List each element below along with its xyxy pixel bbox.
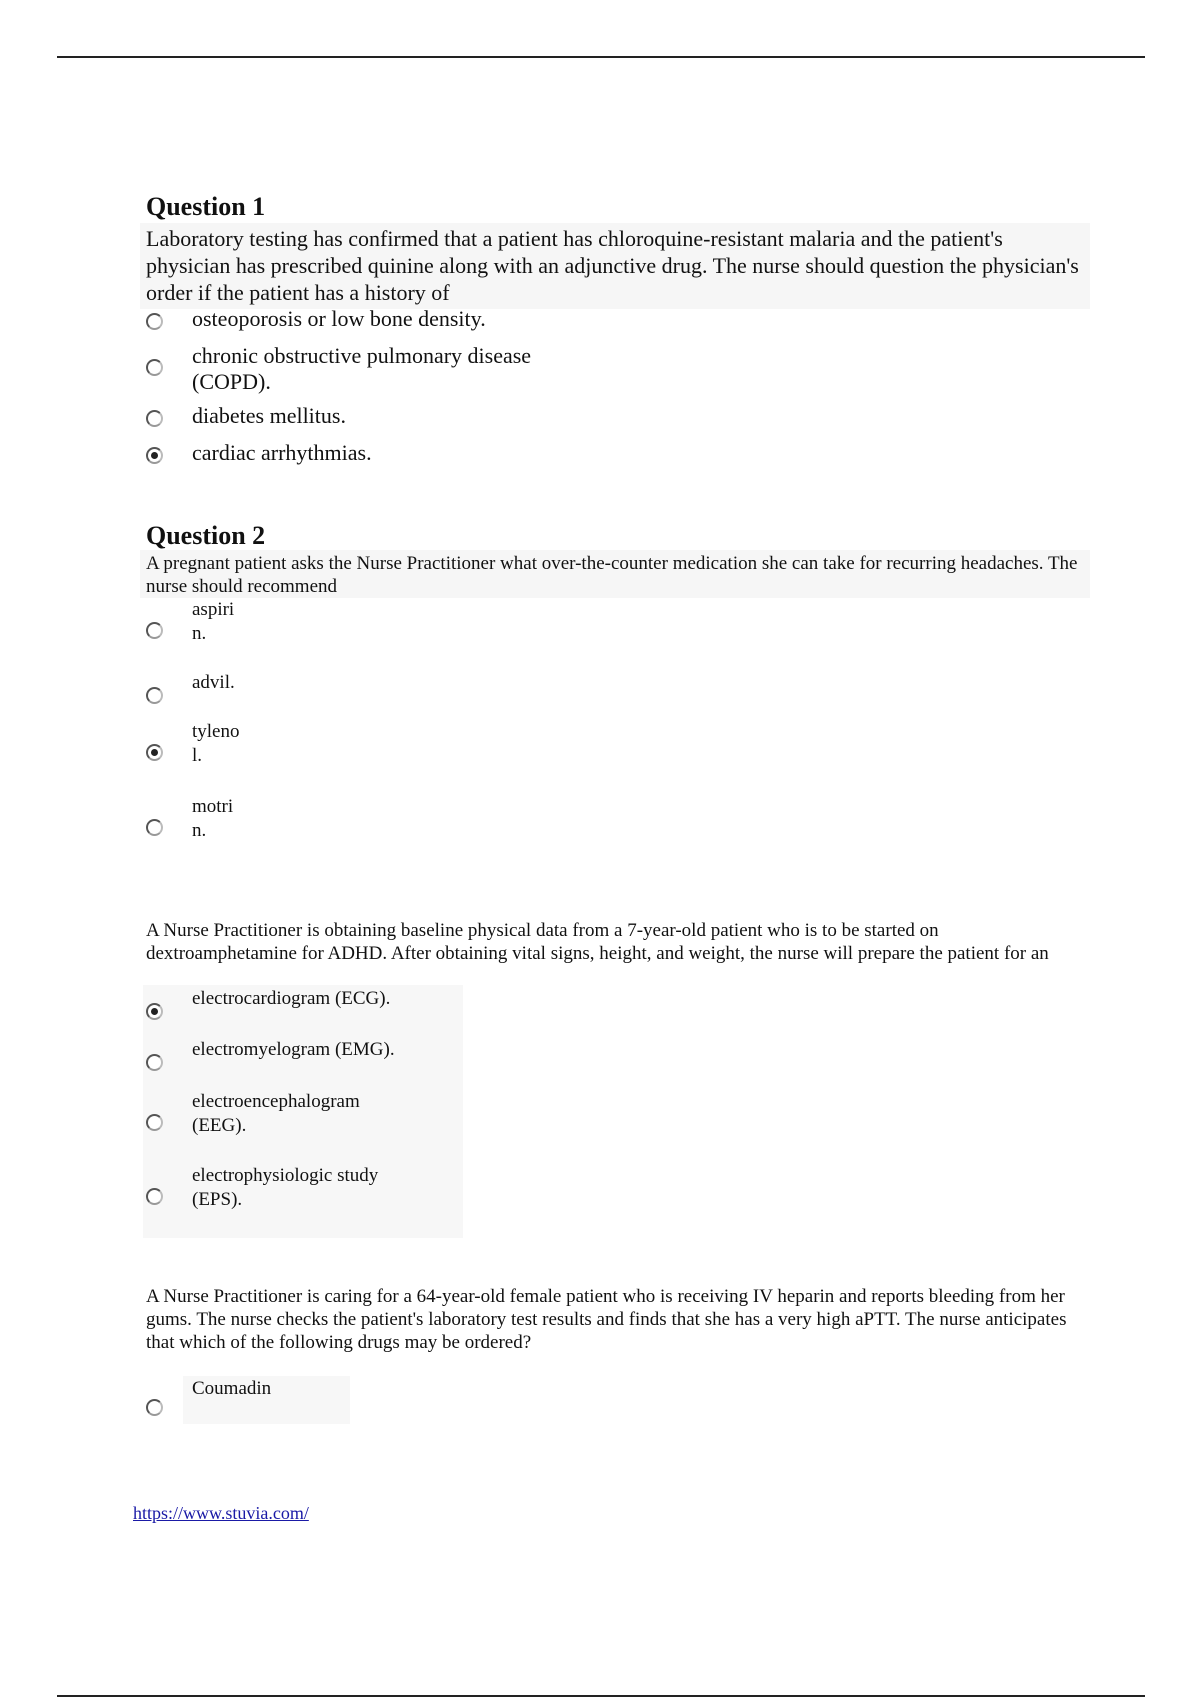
option-label: motri [192,796,234,817]
question-2-stem: A pregnant patient asks the Nurse Practitioner what over-the-counter medication she can take for recurring headaches. The nurse should recommend [140,550,1090,598]
radio-button[interactable] [146,313,163,330]
question-1-stem: Laboratory testing has confirmed that a patient has chloroquine-resistant malaria and the patient's physician has prescribed quinine along with an adjunctive drug. The nurse should question the physician's order if the patient has a history of [140,223,1090,309]
option-label: electrophysiologic study [192,1165,379,1186]
option-label: diabetes mellitus. [192,403,346,428]
option-label: n. [192,820,207,841]
option-label: Coumadin [192,1378,272,1399]
radio-button[interactable] [146,819,163,836]
bottom-rule [57,1695,1145,1697]
option-label: l. [192,745,203,766]
question-3-stem: A Nurse Practitioner is obtaining baseline physical data from a 7-year-old patient who is to be started on dextroamphetamine for ADHD. After obtaining vital signs, height, and weight, the nurse will prepare the patient for an [146,920,1049,964]
radio-button[interactable] [146,410,163,427]
option-label: n. [192,623,207,644]
footer-link[interactable]: https://www.stuvia.com/ [133,1503,309,1523]
option-label: electrocardiogram (ECG). [192,988,391,1009]
option-label: electromyelogram (EMG). [192,1039,395,1060]
radio-button[interactable] [146,1054,163,1071]
option-label: (EEG). [192,1115,247,1136]
option-label: (COPD). [192,369,271,394]
question-4-stem: A Nurse Practitioner is caring for a 64-year-old female patient who is receiving IV heparin and reports bleeding from her gums. The nurse checks the patient's laboratory test results and finds that she has a very high aPTT. The nurse anticipates that which of the following drugs may be ordered? [146,1286,1067,1353]
radio-button-selected[interactable] [146,744,163,761]
radio-button[interactable] [146,687,163,704]
radio-button[interactable] [146,1399,163,1416]
radio-button[interactable] [146,1188,163,1205]
option-label: cardiac arrhythmias. [192,440,372,465]
option-label: tyleno [192,721,240,742]
radio-button[interactable] [146,1114,163,1131]
question-2-title: Question 2 [146,521,266,550]
option-label: osteoporosis or low bone density. [192,306,486,331]
option-label: advil. [192,672,235,693]
option-label: (EPS). [192,1189,243,1210]
top-rule [57,56,1145,58]
radio-button[interactable] [146,622,163,639]
radio-button-selected[interactable] [146,447,163,464]
radio-button-selected[interactable] [146,1003,163,1020]
radio-button[interactable] [146,359,163,376]
option-label: aspiri [192,599,235,620]
question-1-title: Question 1 [146,192,266,221]
option-label: electroencephalogram [192,1091,360,1112]
option-label: chronic obstructive pulmonary disease [192,343,532,368]
